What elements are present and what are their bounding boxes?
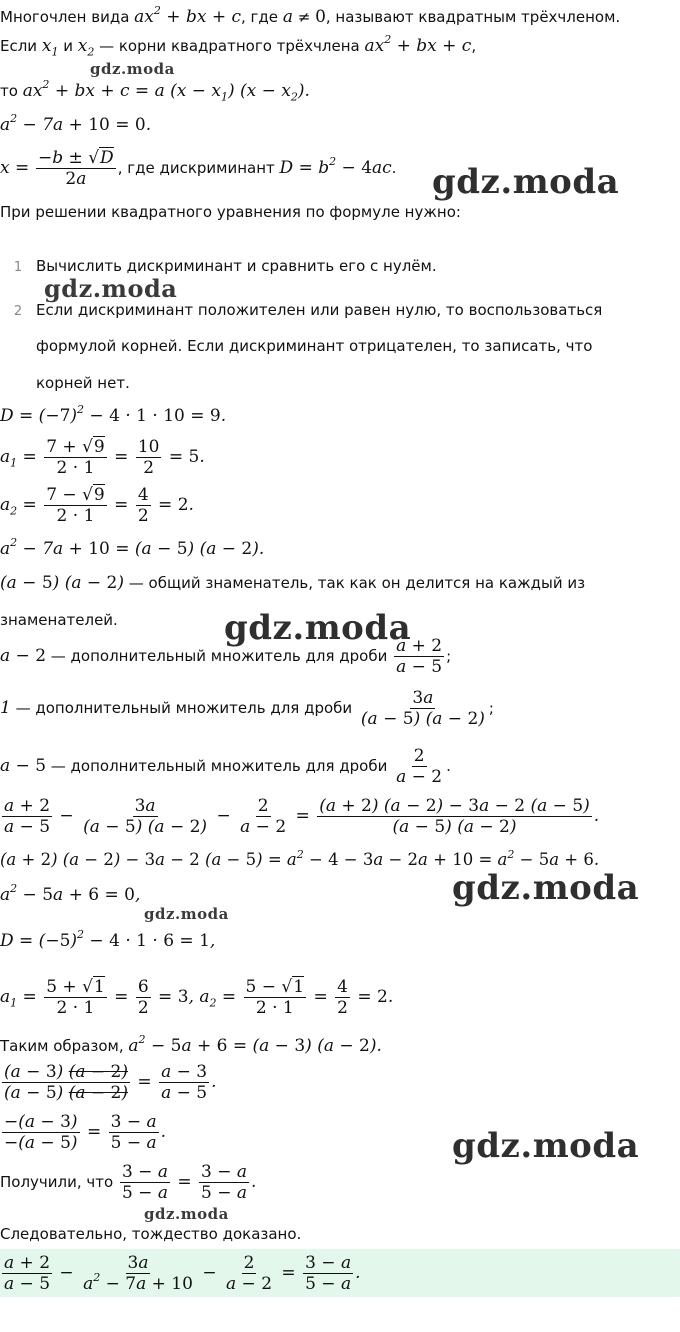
list-item-continuation: корней нет. xyxy=(36,374,130,392)
watermark: gdz.moda xyxy=(90,60,175,78)
numerator-expansion: (a + 2) (a − 2) − 3a − 2 $(a - 5) = a^2 - 4 - 3a - 2a + 10 = a^2 - 5a + 6$. xyxy=(0,847,600,869)
simplification: $\frac{(a - 3) (a - 2)}{(a - 5) (a - 2)}$ = $\frac{a - 3}{a - 5}$ . xyxy=(4,1062,217,1103)
roots-line: Если $x_1$ и $x_2$ — корни квадратного трёхчлена $ax^2$ + bx + c, xyxy=(0,33,477,59)
root-a1: $a_1$ = $\frac{7 + √9}{2 \cdot 1}$ = $\frac{10}{2}$ = 5. xyxy=(0,437,205,478)
list-item: 1 Вычислить дискриминант и сравнить его с нулём. xyxy=(13,257,437,275)
equation-line: $a^2 - 7a + 10 = 0$. xyxy=(0,112,152,135)
watermark: gdz.moda xyxy=(144,1205,229,1223)
sign-change: $\frac{-(a - 3)}{-(a - 5)}$ = $\frac{3 - a}{5 - a}$ . xyxy=(4,1112,167,1153)
second-roots: $a_1$ = $\frac{5 + √1}{2 \cdot 1}$ = $\frac{6}{2}$ = 3, $a_2$ = $\frac{5 - √1}{2 \cdot 1}$ = $\frac{4}{2}$ = 2. xyxy=(0,977,394,1018)
common-denominator: (a − 5) (a − 2) — общий знаменатель, так как он делится на каждый из xyxy=(0,573,586,593)
rule-intro: При решении квадратного уравнения по формуле нужно: xyxy=(0,203,461,221)
got-line: Получили, что $\frac{3 - a}{5 - a}$ = $\frac{3 - a}{5 - a}$ . xyxy=(0,1162,257,1203)
final-identity: $\frac{a + 2}{a - 5}$ − $\frac{3a}{a^2 - 7a + 10}$ − $\frac{2}{a - 2}$ = $\frac{3 - a}{5 - a}$ . xyxy=(4,1253,361,1294)
common-denominator-cont: знаменателей. xyxy=(0,611,118,629)
discriminant-calc: $D = (-7)^2 - 4 \cdot 1 \cdot 10 = 9$. xyxy=(0,403,227,426)
watermark: gdz.moda xyxy=(432,162,620,202)
root-a2: $a_2$ = $\frac{7 - √9}{2 \cdot 1}$ = $\frac{4}{2}$ = 2. xyxy=(0,485,194,526)
factorization-line: то $ax^2$ + bx + c = a $(x - x_1)$ $(x - x_2)$. xyxy=(0,78,310,104)
watermark: gdz.moda xyxy=(224,608,412,648)
root-formula-line: x = $\frac{-b \pm √D}{2a}$ , где дискриминант $D = b^2 - 4ac$. xyxy=(0,148,397,189)
thus-line: Таким образом, $a^2 - 5a + 6 = (a - 3) (a - 2)$. xyxy=(0,1033,382,1056)
conclusion: Следовательно, тождество доказано. xyxy=(0,1225,302,1243)
list-item: 2 Если дискриминант положителен или равен нулю, то воспользоваться xyxy=(13,301,603,319)
watermark: gdz.moda xyxy=(44,274,178,303)
second-discriminant: $D = (-5)^2 - 4 \cdot 1 \cdot 6 = 1$, xyxy=(0,928,216,951)
watermark: gdz.moda xyxy=(452,868,640,908)
list-item-continuation: формулой корней. Если дискриминант отрицателен, то записать, что xyxy=(36,337,593,355)
extra-multiplier-2: 1 — дополнительный множитель для дроби $\frac{3a}{(a - 5) (a - 2)}$ ; xyxy=(0,688,494,729)
combined-fraction: $\frac{a + 2}{a - 5}$ − $\frac{3a}{(a - 5) (a - 2)}$ − $\frac{2}{a - 2}$ = $\frac{(a + 2) (a - 2) - 3a - 2 (a - 5)}{(a - 5) (a - 2)}$ . xyxy=(4,796,600,837)
watermark: gdz.moda xyxy=(144,905,229,923)
factorization: $a^2 - 7a + 10 = (a - 5) (a - 2)$. xyxy=(0,536,265,559)
watermark: gdz.moda xyxy=(452,1126,640,1166)
extra-multiplier-1: a − 2 — дополнительный множитель для дроби $\frac{a + 2}{a - 5}$ ; xyxy=(0,636,452,677)
definition-line: Многочлен вида $ax^2$ + bx + c, где a ≠ 0, называют квадратным трёхчленом. xyxy=(0,4,621,27)
extra-multiplier-3: a − 5 — дополнительный множитель для дроби $\frac{2}{a - 2}$ . xyxy=(0,746,451,787)
second-equation: $a^2 - 5a + 6 = 0$, xyxy=(0,882,141,905)
